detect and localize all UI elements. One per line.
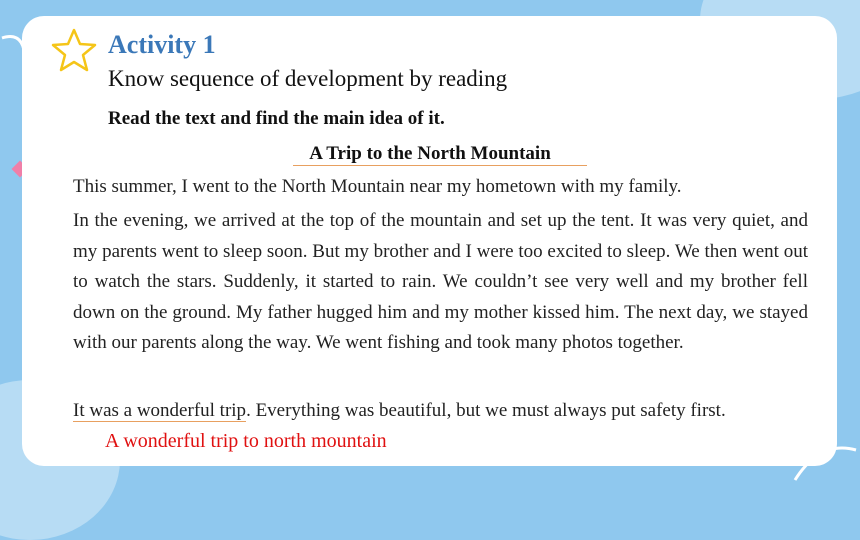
activity-title: Activity 1: [108, 30, 216, 59]
article-paragraph-3: [73, 396, 808, 427]
paragraph-3-rest: . Everything was beautiful, but we must always put safety first.: [246, 400, 726, 421]
article-title: A Trip to the North Mountain: [309, 143, 551, 164]
article-title-underline: [293, 165, 587, 166]
activity-subtitle: Know sequence of development by reading: [108, 66, 508, 91]
star-icon: [50, 27, 98, 73]
article-paragraph-1: This summer, I went to the North Mountain near my hometown with my family.: [73, 176, 682, 197]
instruction-text: Read the text and find the main idea of it.: [108, 108, 445, 129]
article-paragraph-2: In the evening, we arrived at the top of the mountain and set up the tent. It was very quiet, and my parents went to sleep soon. But my brother and I were too excited to sleep. We then went out to watch the stars. Suddenly, it started to rain. We couldn’t see very well and my brother fell down on the ground. My father hugged him and my mother kissed him. The next day, we stayed with our parents along the way. We went fishing and took many photos together.: [73, 210, 808, 353]
main-idea-underlined: It was a wonderful trip: [73, 400, 247, 421]
main-idea-answer: A wonderful trip to north mountain: [105, 430, 387, 452]
